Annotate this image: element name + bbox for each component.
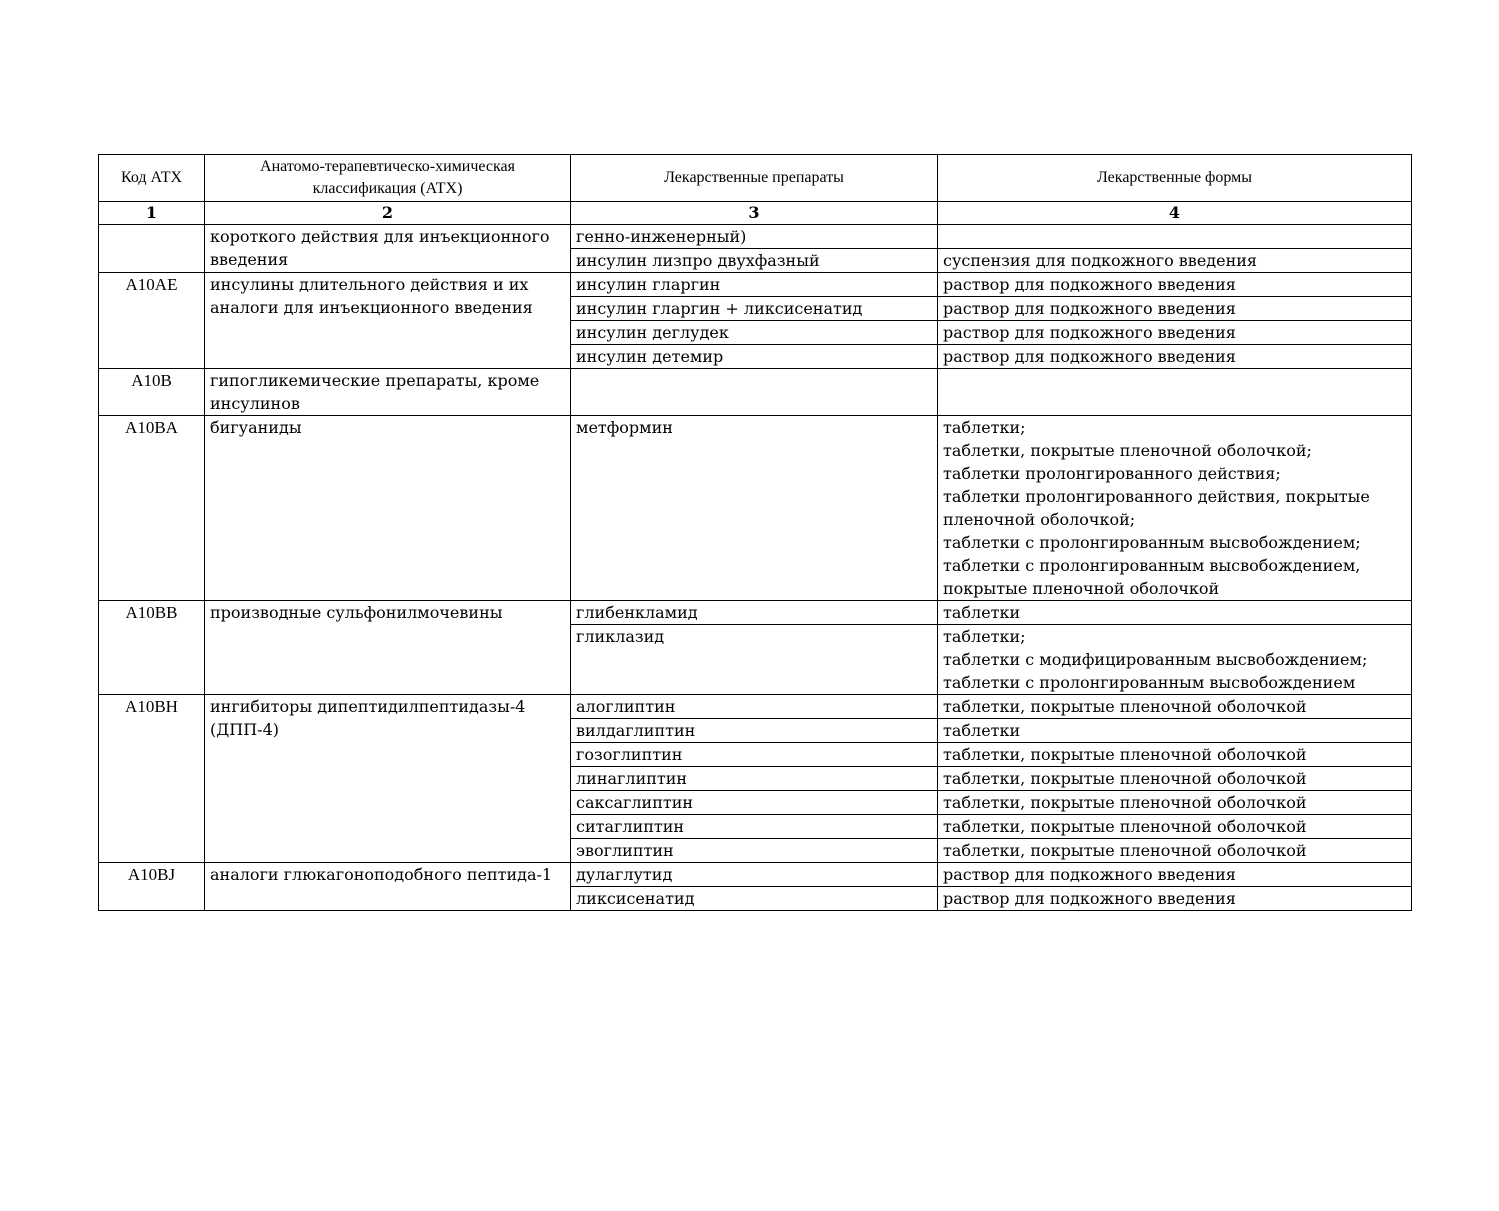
dosage-form-line: таблетки, покрытые пленочной оболочкой: [943, 793, 1307, 812]
dosage-forms-cell: [938, 887, 1412, 911]
drug-name-cell: дулаглутид: [571, 863, 938, 887]
atx-classification-cell: короткого действия для инъекционного введения: [205, 225, 571, 273]
dosage-form-line: таблетки с пролонгированным высвобождением: [943, 673, 1356, 692]
drug-classification-table: [98, 154, 1412, 911]
header-row: [99, 155, 1412, 202]
drug-name-cell: инсулин деглудек: [571, 321, 938, 345]
atx-code-cell: A10AE: [99, 273, 205, 369]
dosage-forms-cell: [938, 225, 1412, 249]
dosage-forms-cell: [938, 695, 1412, 719]
dosage-forms-cell: [938, 297, 1412, 321]
dosage-form-line: таблетки;: [943, 418, 1026, 437]
atx-code-cell: A10BJ: [99, 863, 205, 911]
dosage-form-line: таблетки: [943, 603, 1021, 622]
dosage-form-line: таблетки с пролонгированным высвобождением;: [943, 533, 1361, 552]
header-code: Код АТХ: [99, 155, 205, 202]
atx-classification-cell: аналоги глюкагоноподобного пептида-1: [205, 863, 571, 911]
dosage-form-line: раствор для подкожного введения: [943, 299, 1236, 318]
dosage-form-line: таблетки с пролонгированным высвобождением, покрытые пленочной оболочкой: [943, 556, 1361, 598]
dosage-form-line: раствор для подкожного введения: [943, 865, 1236, 884]
dosage-form-line: таблетки, покрытые пленочной оболочкой: [943, 745, 1307, 764]
drug-name-cell: алоглиптин: [571, 695, 938, 719]
dosage-form-line: таблетки;: [943, 627, 1026, 646]
dosage-form-line: таблетки, покрытые пленочной оболочкой: [943, 769, 1307, 788]
dosage-form-line: раствор для подкожного введения: [943, 323, 1236, 342]
atx-classification-cell: гипогликемические препараты, кроме инсулинов: [205, 369, 571, 416]
column-number-2: 2: [205, 202, 571, 225]
drug-name-cell: генно-инженерный): [571, 225, 938, 249]
column-number-1: 1: [99, 202, 205, 225]
drug-name-cell: метформин: [571, 416, 938, 601]
atx-classification-cell: инсулины длительного действия и их аналоги для инъекционного введения: [205, 273, 571, 369]
dosage-forms-cell: [938, 273, 1412, 297]
dosage-forms-cell: [938, 625, 1412, 695]
table-row: [99, 695, 1412, 719]
header-atx: Анатомо-терапевтическо-химическая классификация (АТХ): [205, 155, 571, 202]
drug-name-cell: ситаглиптин: [571, 815, 938, 839]
dosage-forms-cell: [938, 345, 1412, 369]
drug-name-cell: эвоглиптин: [571, 839, 938, 863]
drug-name-cell: гликлазид: [571, 625, 938, 695]
dosage-form-line: таблетки, покрытые пленочной оболочкой: [943, 817, 1307, 836]
header-drugs: Лекарственные препараты: [571, 155, 938, 202]
atx-classification-cell: бигуаниды: [205, 416, 571, 601]
dosage-form-line: раствор для подкожного введения: [943, 889, 1236, 908]
atx-code-cell: A10B: [99, 369, 205, 416]
dosage-forms-cell: [938, 369, 1412, 416]
atx-code-cell: A10BB: [99, 601, 205, 695]
dosage-forms-cell: [938, 743, 1412, 767]
atx-code-cell: A10BA: [99, 416, 205, 601]
dosage-forms-cell: [938, 719, 1412, 743]
dosage-forms-cell: [938, 416, 1412, 601]
atx-classification-cell: ингибиторы дипептидилпептидазы-4 (ДПП-4): [205, 695, 571, 863]
column-number-row: [99, 202, 1412, 225]
dosage-form-line: таблетки пролонгированного действия, покрытые пленочной оболочкой;: [943, 487, 1370, 529]
drug-name-cell: вилдаглиптин: [571, 719, 938, 743]
table-row: [99, 416, 1412, 601]
drug-name-cell: глибенкламид: [571, 601, 938, 625]
dosage-forms-cell: [938, 321, 1412, 345]
dosage-form-line: таблетки, покрытые пленочной оболочкой: [943, 841, 1307, 860]
drug-name-cell: линаглиптин: [571, 767, 938, 791]
dosage-form-line: раствор для подкожного введения: [943, 347, 1236, 366]
dosage-form-line: таблетки, покрытые пленочной оболочкой;: [943, 441, 1312, 460]
dosage-form-line: раствор для подкожного введения: [943, 275, 1236, 294]
table-row: [99, 601, 1412, 625]
atx-code-cell: [99, 225, 205, 273]
drug-name-cell: гозоглиптин: [571, 743, 938, 767]
atx-classification-cell: производные сульфонилмочевины: [205, 601, 571, 695]
drug-name-cell: ликсисенатид: [571, 887, 938, 911]
atx-code-cell: A10BH: [99, 695, 205, 863]
drug-name-cell: инсулин детемир: [571, 345, 938, 369]
dosage-forms-cell: [938, 601, 1412, 625]
table-header: [99, 155, 1412, 225]
column-number-3: 3: [571, 202, 938, 225]
dosage-forms-cell: [938, 791, 1412, 815]
drug-name-cell: инсулин лизпро двухфазный: [571, 249, 938, 273]
drug-name-cell: [571, 369, 938, 416]
dosage-form-line: таблетки с модифицированным высвобождением;: [943, 650, 1368, 669]
table-body: [99, 225, 1412, 911]
dosage-form-line: таблетки пролонгированного действия;: [943, 464, 1281, 483]
column-number-4: 4: [938, 202, 1412, 225]
dosage-form-line: суспензия для подкожного введения: [943, 251, 1258, 270]
dosage-forms-cell: [938, 249, 1412, 273]
drug-name-cell: инсулин гларгин: [571, 273, 938, 297]
table-row: [99, 225, 1412, 249]
dosage-forms-cell: [938, 815, 1412, 839]
dosage-form-line: таблетки, покрытые пленочной оболочкой: [943, 697, 1307, 716]
dosage-form-line: таблетки: [943, 721, 1021, 740]
table-row: [99, 273, 1412, 297]
dosage-forms-cell: [938, 863, 1412, 887]
header-forms: Лекарственные формы: [938, 155, 1412, 202]
dosage-forms-cell: [938, 767, 1412, 791]
table-row: [99, 369, 1412, 416]
dosage-forms-cell: [938, 839, 1412, 863]
drug-name-cell: инсулин гларгин + ликсисенатид: [571, 297, 938, 321]
table-row: [99, 863, 1412, 887]
drug-name-cell: саксаглиптин: [571, 791, 938, 815]
